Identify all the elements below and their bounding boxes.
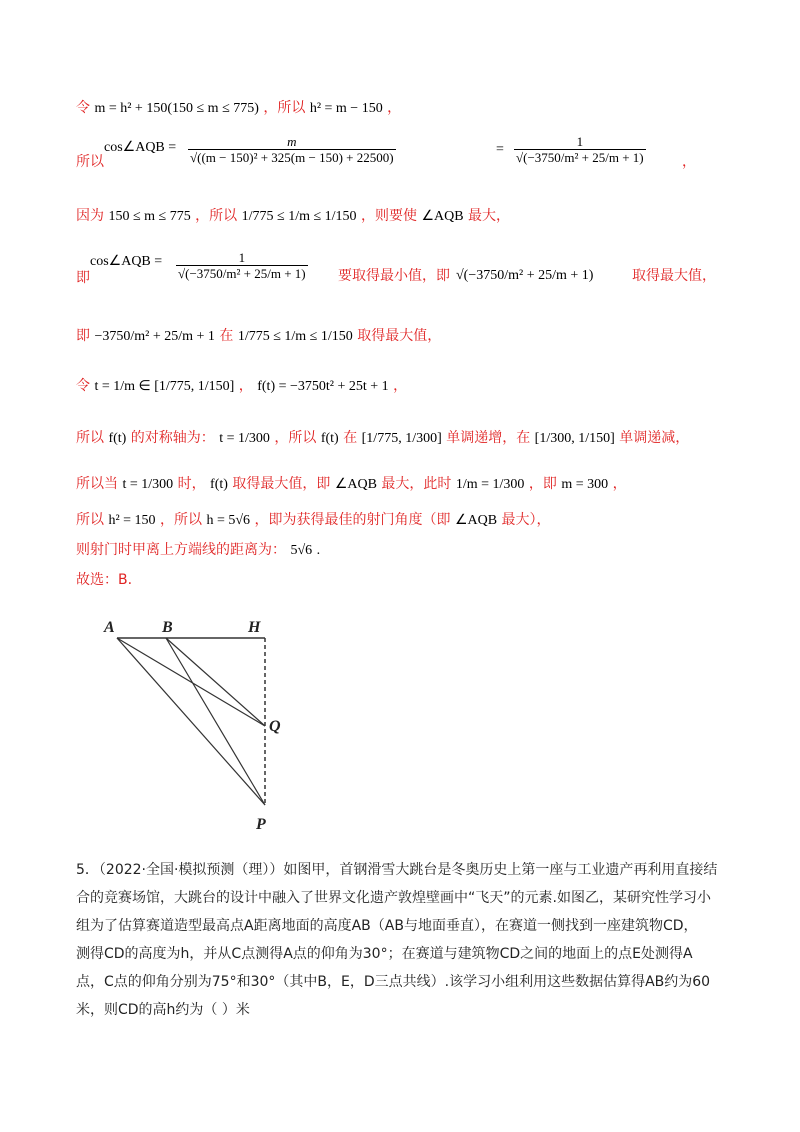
label-a: A [104, 619, 115, 636]
label-p: P [256, 816, 266, 833]
answer-text: 故选：B. [76, 572, 133, 588]
text: 即 [76, 270, 90, 286]
fraction [188, 134, 396, 165]
math-expression: t = 1/300 [219, 431, 270, 446]
math-expression: ∠AQB [421, 209, 464, 224]
question-text: 5．（2022·全国·模拟预测（理））如图甲，首钢滑雪大跳台是冬奥历史上第一座与工业遗产再利用直接结 [76, 862, 718, 878]
math-expression: t = 1/m ∈ [1/775, 1/150] [94, 379, 235, 394]
numerator: m [188, 134, 396, 150]
text: ，则要使 [361, 208, 418, 224]
label-b: B [162, 619, 173, 636]
question-text: 合的竞赛场馆，大跳台的设计中融入了世界文化遗产敦煌壁画中“飞天”的元素.如图乙，某研究性学习小 [76, 890, 711, 906]
fraction [176, 250, 308, 281]
question-text: 测得CD的高度为h，并从C点测得A点的仰角为30°；在赛道与建筑物CD之间的地面上的点E处测得A [76, 946, 693, 962]
text: 时， [177, 476, 206, 492]
solution-line-5 [76, 326, 441, 347]
solution-line-3 [76, 206, 510, 227]
text: 取得最大值，即 [232, 476, 331, 492]
solution-line-9 [76, 510, 551, 531]
text: 最大）， [501, 512, 551, 528]
text: 所以当 [76, 476, 118, 492]
denominator: √(−3750/m² + 25/m + 1) [178, 266, 306, 281]
math-expression: t = 1/300 [122, 477, 174, 492]
math-expression: −3750/m² + 25/m + 1 [94, 329, 215, 344]
math-expression: cos∠AQB = [104, 140, 177, 155]
text: 要取得最小值，即 [338, 268, 450, 284]
numerator: 1 [514, 134, 646, 150]
math-expression: 1/775 ≤ 1/m ≤ 1/150 [241, 209, 357, 224]
label-q: Q [269, 718, 281, 735]
math-expression: ∠AQB [454, 513, 498, 528]
text: ，所以 [263, 100, 306, 116]
text: ，所以 [160, 512, 202, 528]
numerator: 1 [176, 250, 308, 266]
math-expression: f(t) = −3750t² + 25t + 1 [257, 379, 389, 394]
solution-line-7 [76, 428, 689, 449]
text: ，所以 [195, 208, 238, 224]
geometry-figure [95, 605, 305, 840]
math-expression: f(t) [108, 431, 127, 446]
segment-ap [117, 638, 265, 805]
text: 令 [76, 378, 90, 394]
math-expression: ∠AQB [334, 477, 377, 492]
denominator: √((m − 150)² + 325(m − 150) + 22500) [190, 150, 394, 165]
math-expression: f(t) [320, 431, 339, 446]
math-expression: cos∠AQB = [90, 254, 163, 269]
text: 所以 [76, 430, 104, 446]
text: 因为 [76, 208, 104, 224]
math-expression: f(t) [210, 477, 228, 492]
solution-line-1 [76, 98, 401, 119]
math-expression: √(−3750/m² + 25/m + 1) [456, 268, 594, 283]
question-5 [76, 856, 726, 1024]
text: ， [238, 378, 253, 394]
text: 即 [76, 328, 90, 344]
text: ， [682, 154, 696, 170]
math-expression: 5√6 [290, 543, 313, 558]
text: 取得最大值， [357, 328, 442, 344]
math-expression: h = 5√6 [206, 513, 251, 528]
math-expression: 1/775 ≤ 1/m ≤ 1/150 [237, 329, 353, 344]
text: 最大，此时 [381, 476, 452, 492]
question-text: 点，C点的仰角分别为75°和30°（其中B，E，D三点共线）.该学习小组利用这些数据估算得AB约为60 [76, 974, 711, 990]
segment-aq [117, 638, 265, 726]
math-expression: m = 300 [561, 477, 609, 492]
text: 的对称轴为： [130, 430, 215, 446]
math-expression: [1/300, 1/150] [534, 431, 615, 446]
question-text: 组为了估算赛道造型最高点A距离地面的高度AB（AB与地面垂直），在赛道一侧找到一座建筑物CD， [76, 918, 698, 934]
text: ，即为获得最佳的射门角度（即 [254, 512, 451, 528]
segment-bq [166, 638, 265, 726]
text: . [316, 543, 321, 558]
math-expression: m = h² + 150(150 ≤ m ≤ 775) [94, 101, 259, 116]
denominator: √(−3750/m² + 25/m + 1) [516, 150, 644, 165]
fraction [514, 134, 646, 165]
solution-line-10 [76, 540, 320, 561]
solution-line-6 [76, 376, 407, 397]
math-expression: h² = m − 150 [309, 101, 383, 116]
text: ，所以 [274, 430, 317, 446]
text: ， [387, 100, 402, 116]
math-expression: 150 ≤ m ≤ 775 [108, 209, 191, 224]
text: 所以 [76, 154, 104, 170]
answer-line [76, 570, 132, 590]
text: 所以 [76, 512, 104, 528]
text: 令 [76, 100, 90, 116]
question-text: 米，则CD的高h约为（ ）米 [76, 1002, 250, 1018]
text: 在 [343, 430, 358, 446]
math-expression: h² = 150 [108, 513, 156, 528]
text: 单调递减， [619, 430, 690, 446]
text: ， [393, 378, 408, 394]
text: 取得最大值， [632, 268, 716, 284]
label-h: H [248, 619, 261, 636]
math-expression: 1/m = 1/300 [455, 477, 525, 492]
text: 最大， [468, 208, 511, 224]
text: 则射门时甲离上方端线的距离为： [76, 542, 286, 558]
math-expression: [1/775, 1/300] [361, 431, 442, 446]
text: ， [612, 476, 627, 492]
text: ，即 [528, 476, 557, 492]
text: 单调递增，在 [446, 430, 531, 446]
math-expression: = [496, 142, 504, 157]
solution-line-8 [76, 474, 627, 495]
text: 在 [219, 328, 234, 344]
segment-bp [166, 638, 265, 805]
